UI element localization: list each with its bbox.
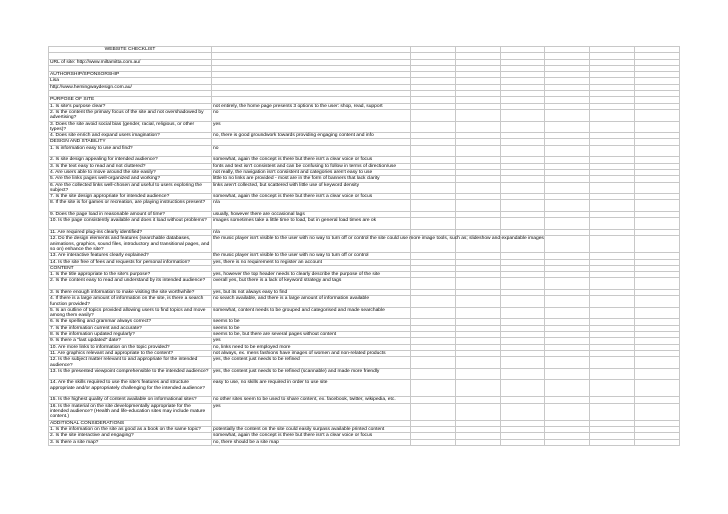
- empty-cell[interactable]: [545, 368, 590, 380]
- answer-cell[interactable]: yes, the content just needs to be refined: [212, 357, 411, 369]
- empty-cell[interactable]: [411, 278, 456, 290]
- checklist-sheet: [48, 46, 680, 446]
- empty-cell[interactable]: [455, 357, 500, 369]
- empty-cell[interactable]: [500, 368, 545, 380]
- empty-cell[interactable]: [411, 439, 456, 445]
- empty-cell[interactable]: [590, 200, 635, 212]
- empty-cell[interactable]: [635, 357, 680, 369]
- answer-cell[interactable]: n/a: [212, 200, 411, 212]
- table-row: [49, 296, 680, 308]
- empty-cell[interactable]: [411, 368, 456, 380]
- answer-cell[interactable]: yes: [212, 121, 411, 133]
- empty-cell[interactable]: [455, 200, 500, 212]
- empty-cell[interactable]: [455, 307, 500, 319]
- empty-cell[interactable]: [455, 439, 500, 445]
- table-row: [49, 236, 680, 253]
- question-cell[interactable]: 3. Is there a site map?: [49, 439, 212, 445]
- empty-cell[interactable]: [455, 182, 500, 194]
- empty-cell[interactable]: [500, 296, 545, 308]
- table-row: [49, 145, 680, 157]
- empty-cell[interactable]: [590, 380, 635, 397]
- empty-cell[interactable]: [545, 278, 590, 290]
- url-cell[interactable]: URL of site: http://www.miltamitta.com.au/: [49, 59, 212, 65]
- empty-cell[interactable]: [455, 368, 500, 380]
- question-cell[interactable]: ADDITIONAL CONSIDERATIONS: [49, 420, 212, 426]
- question-cell[interactable]: 8. Is the information updated regularly?: [49, 332, 212, 338]
- question-cell[interactable]: 5. Is an outline of topics provided allowing users to find topics and move among them easily?: [49, 307, 212, 319]
- question-cell[interactable]: 2. Is the content the primary focus of the site and not overshadowed by advertising?: [49, 109, 212, 121]
- title-cell[interactable]: WEBSITE CHECKLIST: [49, 47, 212, 53]
- empty-cell[interactable]: [500, 109, 545, 121]
- authorship-heading[interactable]: AUTHORSHIP/SPONSORSHIP: [49, 72, 212, 78]
- empty-cell[interactable]: [545, 307, 590, 319]
- empty-cell[interactable]: [411, 357, 456, 369]
- empty-cell[interactable]: [455, 145, 500, 157]
- answer-cell[interactable]: no search available, and there is a large amount of information available: [212, 296, 411, 308]
- answer-cell[interactable]: somewhat, again the concept is there but there isn't a clear voice or focus: [212, 157, 411, 163]
- answer-cell[interactable]: fonts and text isn't consistent and can be confusing to follow in terms of direction/use: [212, 163, 411, 169]
- empty-cell[interactable]: [635, 121, 680, 133]
- empty-cell[interactable]: [635, 296, 680, 308]
- empty-cell[interactable]: [411, 218, 456, 230]
- answer-cell[interactable]: the music player isn't visible to the user with no way to turn off or control the site could use more image tools, such as; slideshow and expandable images: [212, 236, 411, 253]
- empty-cell[interactable]: [500, 182, 545, 194]
- answer-cell[interactable]: potentially the content on the site could easily surpass available printed content: [212, 427, 411, 433]
- table-row: [49, 368, 680, 380]
- empty-cell[interactable]: [545, 109, 590, 121]
- question-cell[interactable]: 8. If the site is for games or recreation, are playing instructions present?: [49, 200, 212, 212]
- question-cell[interactable]: 7. Is the information current and accurate?: [49, 325, 212, 331]
- empty-cell[interactable]: [590, 368, 635, 380]
- empty-cell[interactable]: [635, 236, 680, 253]
- empty-cell[interactable]: [545, 218, 590, 230]
- answer-cell[interactable]: n/a: [212, 229, 411, 235]
- empty-cell[interactable]: [500, 403, 545, 420]
- empty-cell[interactable]: [635, 403, 680, 420]
- answer-cell[interactable]: no: [212, 145, 411, 157]
- empty-cell[interactable]: [411, 296, 456, 308]
- answer-cell[interactable]: not entirely, the home page presents 3 options to the user: shop, read, support: [212, 103, 411, 109]
- empty-cell[interactable]: [455, 403, 500, 420]
- empty-cell[interactable]: [590, 236, 635, 253]
- question-cell[interactable]: 14. Is the site free of fees and requests for personal information?: [49, 259, 212, 265]
- question-cell[interactable]: 1. Is information easy to use and find?: [49, 145, 212, 157]
- question-cell[interactable]: 3. Is there enough information to make visiting the site worthwhile?: [49, 289, 212, 295]
- empty-cell[interactable]: [545, 357, 590, 369]
- empty-cell[interactable]: [411, 109, 456, 121]
- question-cell[interactable]: 11. Are required plug-ins clearly identified?: [49, 229, 212, 235]
- authorship-name[interactable]: Lisa: [49, 78, 212, 84]
- question-cell[interactable]: 2. Is the site interactive and engaging?: [49, 433, 212, 439]
- empty-cell[interactable]: [635, 439, 680, 445]
- empty-cell[interactable]: [590, 439, 635, 445]
- question-cell[interactable]: 5. Are the links pages well-organized and working?: [49, 176, 212, 182]
- answer-cell[interactable]: seems to be: [212, 325, 411, 331]
- empty-cell[interactable]: [500, 380, 545, 397]
- answer-cell[interactable]: no, there is good groundwork towards providing engaging content and info: [212, 133, 411, 139]
- answer-cell[interactable]: not always, ex. mens fashions have images of women and non-related products: [212, 350, 411, 356]
- empty-cell[interactable]: [635, 182, 680, 194]
- answer-cell[interactable]: overall yes, but there is a lack of keyword strategy and tags: [212, 278, 411, 290]
- empty-cell[interactable]: [455, 109, 500, 121]
- empty-cell[interactable]: [590, 121, 635, 133]
- empty-cell[interactable]: [590, 145, 635, 157]
- empty-cell[interactable]: [455, 121, 500, 133]
- question-cell[interactable]: 3. Is the text easy to read and not cluttered?: [49, 163, 212, 169]
- empty-cell[interactable]: [500, 200, 545, 212]
- empty-cell[interactable]: [590, 296, 635, 308]
- answer-cell[interactable]: yes, the content just needs to be refined (scannable) and made more friendly: [212, 368, 411, 380]
- question-cell[interactable]: 4. Are users able to move around the site easily?: [49, 169, 212, 175]
- table-row: [49, 380, 680, 397]
- answer-cell[interactable]: little to no links are provided - most are in the form of banners that lack clarity: [212, 176, 411, 182]
- empty-cell[interactable]: [411, 403, 456, 420]
- empty-cell[interactable]: [500, 307, 545, 319]
- empty-cell[interactable]: [635, 109, 680, 121]
- question-cell[interactable]: CONTENT: [49, 265, 212, 271]
- question-cell[interactable]: 2. Is the content easy to read and understand by its intended audience?: [49, 278, 212, 290]
- table-row: [49, 109, 680, 121]
- answer-cell[interactable]: seems to be: [212, 319, 411, 325]
- table-row: [49, 403, 680, 420]
- empty-cell[interactable]: [411, 380, 456, 397]
- question-cell[interactable]: 12. Do the design elements and features (searchable databases, animations, graphics, sound files, introductory and transitional pages, and so on) enhance the site?: [49, 236, 212, 253]
- empty-cell[interactable]: [590, 307, 635, 319]
- empty-cell[interactable]: [411, 182, 456, 194]
- empty-cell[interactable]: [500, 278, 545, 290]
- question-cell[interactable]: 2. Is site design appealing for intended audience?: [49, 157, 212, 163]
- question-cell[interactable]: PURPOSE OF SITE: [49, 97, 212, 103]
- question-cell[interactable]: 3. Does the site avoid social bias (gender, racial, religious, or other types)?: [49, 121, 212, 133]
- answer-cell[interactable]: yes: [212, 403, 411, 420]
- table-row: [49, 278, 680, 290]
- empty-cell[interactable]: [635, 145, 680, 157]
- answer-cell[interactable]: somewhat, content needs to be grouped and categorised and made searchable: [212, 307, 411, 319]
- empty-cell[interactable]: [590, 109, 635, 121]
- question-cell[interactable]: 10. Are more links to information on the topic provided?: [49, 344, 212, 350]
- question-cell[interactable]: 7. Is the site design appropriate for intended audience?: [49, 194, 212, 200]
- table-row: [49, 200, 680, 212]
- empty-cell[interactable]: [545, 236, 590, 253]
- empty-cell[interactable]: [411, 307, 456, 319]
- question-cell[interactable]: 6. Is the spelling and grammar always correct?: [49, 319, 212, 325]
- empty-cell[interactable]: [545, 296, 590, 308]
- question-cell[interactable]: 15. Is the highest quality of content available on informational sites?: [49, 397, 212, 403]
- empty-cell[interactable]: [500, 121, 545, 133]
- answer-cell[interactable]: yes, however the top header needs to clearly describe the purpose of the site: [212, 272, 411, 278]
- empty-cell[interactable]: [635, 200, 680, 212]
- answer-cell[interactable]: no other sites seem to be used to share content, ex. facebook, twitter, wikipedia, etc.: [212, 397, 411, 403]
- empty-cell[interactable]: [545, 380, 590, 397]
- question-cell[interactable]: 4. If there is a large amount of information on the site, is there a search function provided?: [49, 296, 212, 308]
- empty-cell[interactable]: [635, 278, 680, 290]
- table-row: [49, 439, 680, 445]
- question-cell[interactable]: 1. Is site's purpose clear?: [49, 103, 212, 109]
- answer-cell[interactable]: no, links need to be employed more: [212, 344, 411, 350]
- empty-cell[interactable]: [635, 368, 680, 380]
- empty-cell[interactable]: [590, 278, 635, 290]
- answer-cell[interactable]: no: [212, 109, 411, 121]
- empty-cell[interactable]: [545, 439, 590, 445]
- answer-cell[interactable]: somewhat, again the concept is there but there isn't a clear voice or focus: [212, 194, 411, 200]
- table-row: [49, 121, 680, 133]
- empty-cell[interactable]: [590, 218, 635, 230]
- checklist-table: [48, 46, 680, 446]
- question-cell[interactable]: 1. Is the title appropriate to the site's purpose?: [49, 272, 212, 278]
- question-cell[interactable]: DESIGN AND STABILITY: [49, 139, 212, 145]
- empty-cell[interactable]: [455, 218, 500, 230]
- question-cell[interactable]: 4. Does site enrich and expand users imagination?: [49, 133, 212, 139]
- answer-cell[interactable]: images sometimes take a little time to load, but in general load times are ok: [212, 218, 411, 230]
- question-cell[interactable]: 11. Are graphics relevant and appropriate to the content?: [49, 350, 212, 356]
- question-cell[interactable]: 1. Is the information on the site as good as a book on the same topic?: [49, 427, 212, 433]
- question-cell[interactable]: 10. Is the page consistently available and does it load without problems?: [49, 218, 212, 230]
- empty-cell[interactable]: [545, 182, 590, 194]
- question-cell[interactable]: 14. Are the skills required to use the site's features and structure appropriate and/or appropriately challenging for the intended audience?: [49, 380, 212, 397]
- empty-cell[interactable]: [590, 403, 635, 420]
- table-row: [49, 218, 680, 230]
- question-cell[interactable]: 16. Is the material on the site developmentally appropriate for the intended audience? (Health and life-education sites may include mature content.): [49, 403, 212, 420]
- answer-cell[interactable]: yes, there is no requirement to register an account: [212, 259, 411, 265]
- empty-cell[interactable]: [545, 403, 590, 420]
- empty-cell[interactable]: [500, 357, 545, 369]
- answer-cell[interactable]: easy to use, no skills are required in order to use site: [212, 380, 411, 397]
- empty-cell[interactable]: [635, 380, 680, 397]
- empty-cell[interactable]: [455, 278, 500, 290]
- authorship-url[interactable]: http://www.hemingwaydesign.com.au/: [49, 84, 212, 90]
- empty-cell[interactable]: [545, 121, 590, 133]
- table-row: [49, 357, 680, 369]
- empty-cell[interactable]: [500, 439, 545, 445]
- empty-cell[interactable]: [635, 307, 680, 319]
- question-cell[interactable]: 12. Is the subject matter relevant to and appropriate for the intended audience?: [49, 357, 212, 369]
- empty-cell[interactable]: [545, 145, 590, 157]
- table-row: [49, 182, 680, 194]
- empty-cell[interactable]: [500, 218, 545, 230]
- empty-cell[interactable]: [455, 296, 500, 308]
- empty-cell[interactable]: [411, 200, 456, 212]
- question-cell[interactable]: 13. Are interactive features clearly explained?: [49, 253, 212, 259]
- table-row: [49, 307, 680, 319]
- empty-cell[interactable]: [500, 145, 545, 157]
- empty-cell[interactable]: [590, 182, 635, 194]
- answer-cell[interactable]: somewhat, again the concept is there but there isn't a clear voice or focus: [212, 433, 411, 439]
- answer-cell[interactable]: yes: [212, 338, 411, 344]
- question-cell[interactable]: 13. Is the presented viewpoint comprehensible to the intended audience?: [49, 368, 212, 380]
- answer-cell[interactable]: links aren't collected, but scattered with little use of keyword density: [212, 182, 411, 194]
- answer-cell[interactable]: usually, however there are occasional lags: [212, 212, 411, 218]
- answer-cell[interactable]: seems to be, but there are several pages without content: [212, 332, 411, 338]
- question-cell[interactable]: 6. Are the collected links well-chosen and useful to users exploring the subject?: [49, 182, 212, 194]
- answer-cell[interactable]: not really, the navigation isn't consistent and categories aren't easy to use: [212, 169, 411, 175]
- empty-cell[interactable]: [411, 145, 456, 157]
- question-cell[interactable]: 9. Is there a "last updated" date?: [49, 338, 212, 344]
- empty-cell[interactable]: [411, 121, 456, 133]
- empty-cell[interactable]: [455, 380, 500, 397]
- question-cell[interactable]: 9. Does the page load in reasonable amount of time?: [49, 212, 212, 218]
- answer-cell[interactable]: the music player isn't visible to the user with no way to turn off or control: [212, 253, 411, 259]
- empty-cell[interactable]: [545, 200, 590, 212]
- answer-cell[interactable]: no, there should be a site map: [212, 439, 411, 445]
- answer-cell[interactable]: yes, but its not always easy to find: [212, 289, 411, 295]
- empty-cell[interactable]: [590, 357, 635, 369]
- empty-cell[interactable]: [635, 218, 680, 230]
